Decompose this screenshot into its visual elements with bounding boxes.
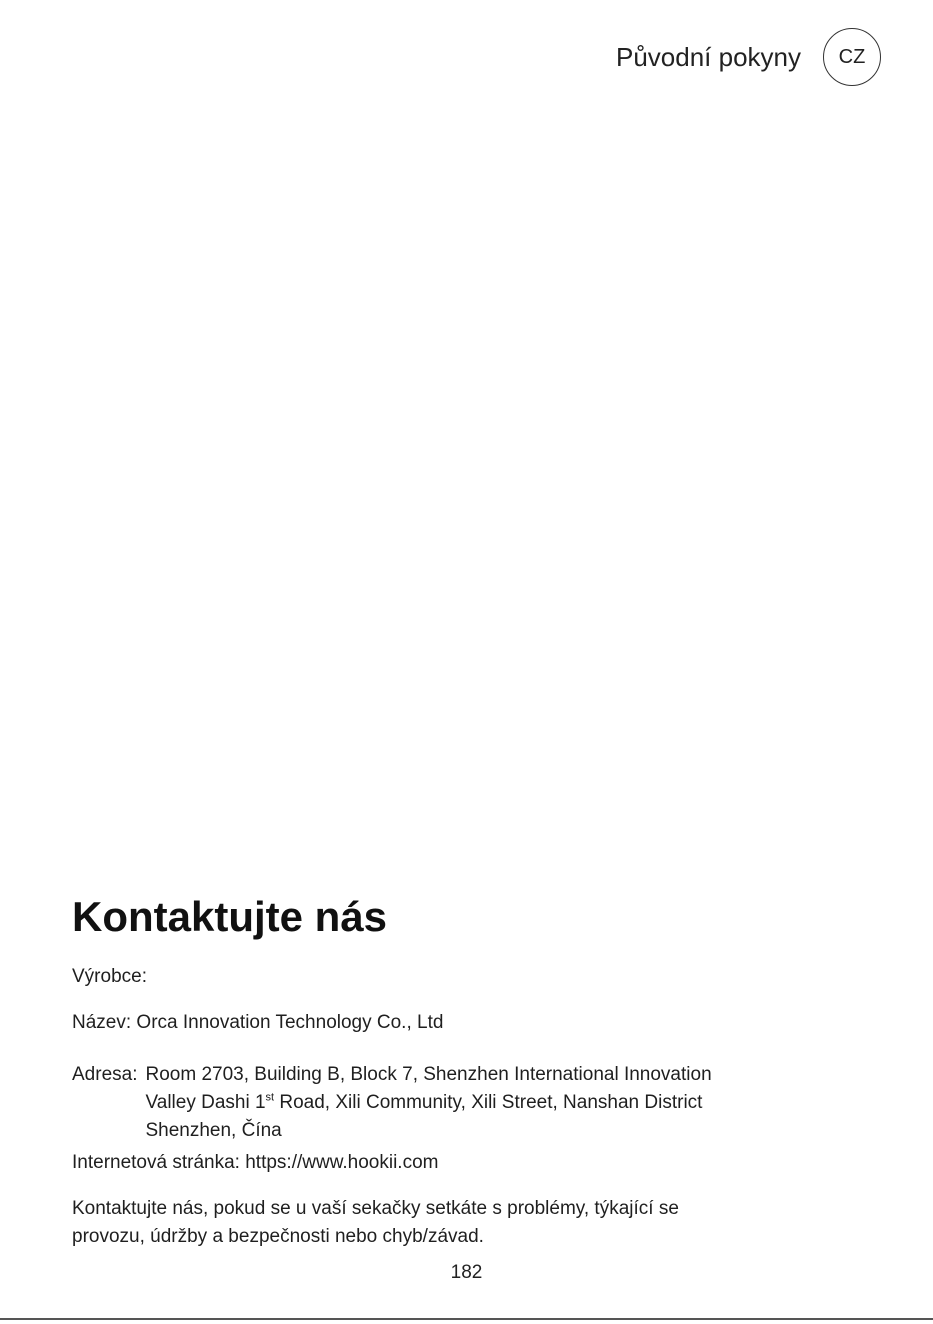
address-line-2-start: Valley Dashi 1 (145, 1092, 266, 1113)
website-line (72, 1149, 872, 1177)
language-badge (823, 28, 881, 86)
contact-section (72, 893, 872, 1251)
name-value: Orca Innovation Technology Co., Ltd (136, 1012, 444, 1033)
header-title: Původní pokyny (615, 41, 801, 72)
address-line-3: Shenzhen, Čína (145, 1120, 282, 1141)
address-line-2-end: Road, Xili Community, Xili Street, Nanshan District (274, 1092, 703, 1113)
address-label: Adresa: (72, 1064, 138, 1085)
language-code: CZ (838, 45, 866, 68)
manufacturer-label: Výrobce: (72, 966, 147, 987)
manufacturer-name-line (72, 1009, 872, 1037)
address-value (145, 1061, 711, 1145)
page-number: 182 (450, 1262, 483, 1283)
website-link[interactable]: https://www.hookii.com (245, 1152, 439, 1173)
ordinal-suffix: st (265, 1091, 275, 1104)
address-line-1: Room 2703, Building B, Block 7, Shenzhen International Innovation (145, 1064, 712, 1085)
contact-note-line-2: provozu, údržby a bezpečnosti nebo chyb/závad. (72, 1226, 484, 1247)
contact-note (72, 1195, 872, 1251)
page-header (616, 28, 881, 86)
website-label: Internetová stránka: (72, 1152, 240, 1173)
address-block (72, 1061, 872, 1145)
name-label: Název: (72, 1012, 132, 1033)
address-line-2 (145, 1089, 711, 1117)
section-title: Kontaktujte nás (72, 893, 388, 940)
contact-note-line-1: Kontaktujte nás, pokud se u vaší sekačky setkáte s problémy, týkající se (72, 1198, 679, 1219)
bottom-rule (0, 1318, 933, 1320)
